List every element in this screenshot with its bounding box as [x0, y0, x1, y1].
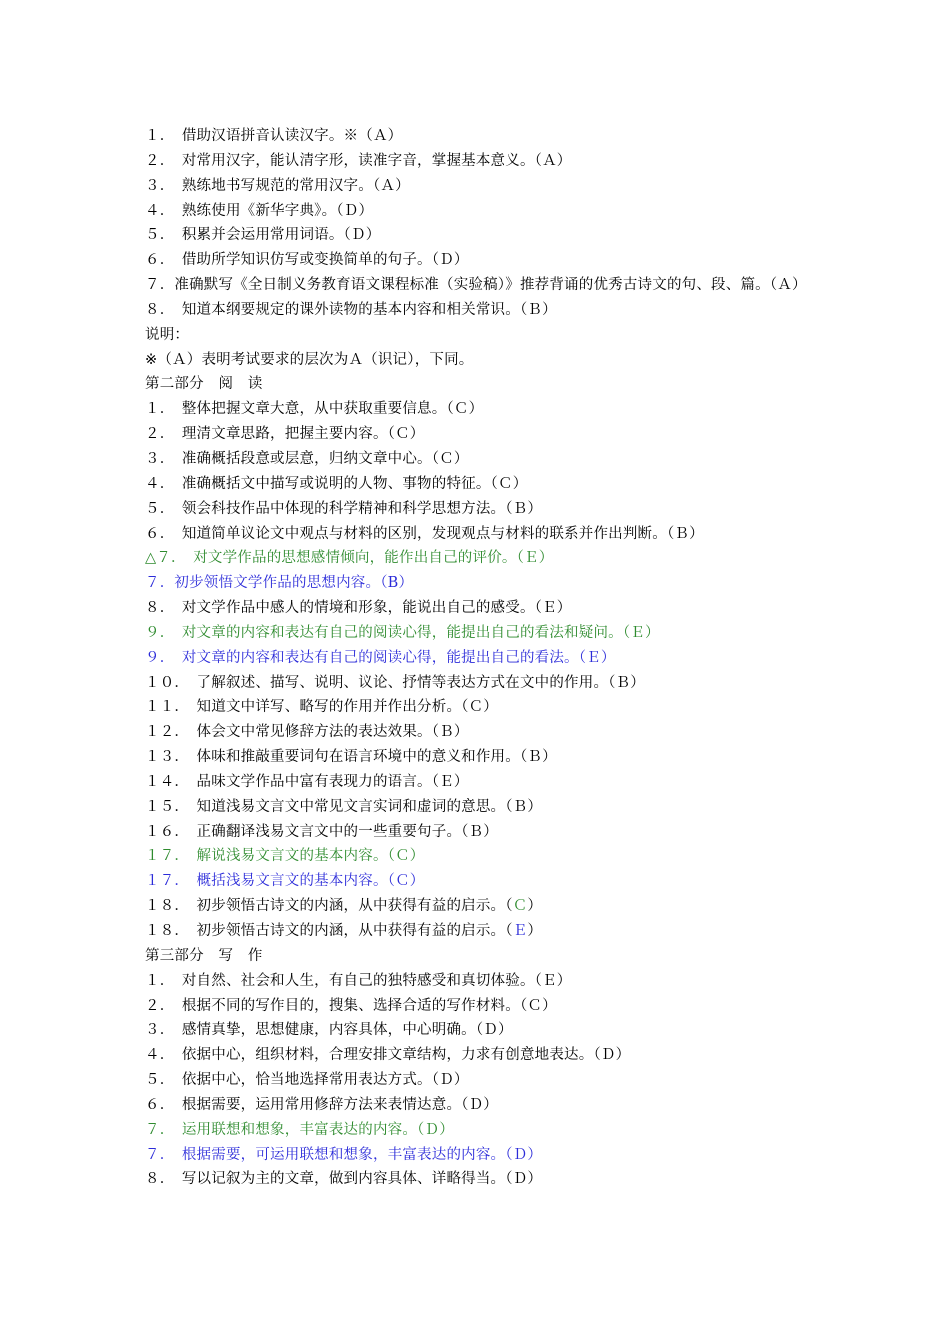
text-segment: １３． 体味和推敲重要词句在语言环境中的意义和作用。（Ｂ） — [145, 749, 557, 766]
text-segment: ３． 感情真挚，思想健康，内容具体，中心明确。（Ｄ） — [145, 1022, 513, 1039]
text-segment: １７． 概括浅易文言文的基本内容。（Ｃ） — [145, 873, 425, 890]
text-line — [145, 472, 825, 497]
text-line — [145, 174, 825, 199]
text-segment: ２． 理清文章思路，把握主要内容。（Ｃ） — [145, 426, 425, 443]
text-line — [145, 546, 825, 571]
text-segment: １２． 体会文中常见修辞方法的表达效果。（Ｂ） — [145, 724, 469, 741]
text-segment: ） — [527, 898, 543, 915]
text-segment: ５． 领会科技作品中体现的科学精神和科学思想方法。（Ｂ） — [145, 500, 543, 517]
text-segment: ２． 对常用汉字，能认清字形，读准字音，掌握基本意义。（Ａ） — [145, 152, 572, 169]
text-segment: １８． 初步领悟古诗文的内涵，从中获得有益的启示。（ — [145, 923, 513, 939]
text-line — [145, 124, 825, 149]
text-segment: ５． 依据中心，恰当地选择常用表达方式。（Ｄ） — [145, 1072, 469, 1089]
text-line — [145, 497, 825, 522]
text-line — [145, 1118, 825, 1143]
text-segment: ２． 根据不同的写作目的，搜集、选择合适的写作材料。（Ｃ） — [145, 997, 557, 1014]
text-segment: ８． 对文学作品中感人的情境和形象，能说出自己的感受。（Ｅ） — [145, 600, 572, 617]
text-line — [145, 795, 825, 820]
text-line — [145, 447, 825, 472]
text-line — [145, 298, 825, 323]
text-line — [145, 671, 825, 696]
text-line — [145, 894, 825, 919]
text-line — [145, 869, 825, 894]
text-segment: ８． 写以记叙为主的文章，做到内容具体、详略得当。（Ｄ） — [145, 1171, 543, 1188]
text-segment: 第二部分 阅 读 — [145, 376, 263, 393]
text-line — [145, 223, 825, 248]
text-line — [145, 919, 825, 944]
text-line — [145, 745, 825, 770]
text-line — [145, 969, 825, 994]
text-segment: １． 整体把握文章大意，从中获取重要信息。（Ｃ） — [145, 401, 484, 418]
text-segment: 说明： — [145, 326, 190, 343]
text-line — [145, 695, 825, 720]
text-segment: ９． 对文章的内容和表达有自己的阅读心得，能提出自己的看法。（Ｅ） — [145, 649, 616, 666]
text-segment: △７． 对文学作品的思想感情倾向，能作出自己的评价。（Ｅ） — [145, 550, 554, 567]
document-body — [145, 124, 825, 1192]
text-segment: ６． 根据需要，运用常用修辞方法来表情达意。（Ｄ） — [145, 1096, 498, 1113]
text-line — [145, 770, 825, 795]
text-line — [145, 372, 825, 397]
text-line — [145, 820, 825, 845]
text-line — [145, 273, 825, 298]
text-line — [145, 1093, 825, 1118]
text-segment: ５． 积累并会运用常用词语。（Ｄ） — [145, 227, 381, 244]
text-segment: ※（Ａ）表明考试要求的层次为Ａ（识记），下同。 — [145, 351, 474, 368]
text-segment: １４． 品味文学作品中富有表现力的语言。（Ｅ） — [145, 773, 469, 790]
text-segment: ９． 对文章的内容和表达有自己的阅读心得，能提出自己的看法和疑问。（Ｅ） — [145, 624, 660, 641]
text-line — [145, 422, 825, 447]
text-segment: Ｃ — [512, 898, 528, 915]
text-segment: １１． 知道文中详写、略写的作用并作出分析。（Ｃ） — [145, 699, 498, 716]
text-line — [145, 397, 825, 422]
text-segment: ３． 准确概括段意或层意，归纳文章中心。（Ｃ） — [145, 450, 469, 467]
text-segment: ６． 知道简单议论文中观点与材料的区别，发现观点与材料的联系并作出判断。（Ｂ） — [145, 525, 704, 542]
text-segment: ４． 依据中心，组织材料，合理安排文章结构，力求有创意地表达。（Ｄ） — [145, 1047, 631, 1064]
text-segment: ７． 根据需要，可运用联想和想象，丰富表达的内容。（Ｄ） — [145, 1146, 543, 1163]
text-segment: ７． 运用联想和想象，丰富表达的内容。（Ｄ） — [145, 1121, 454, 1138]
text-line — [145, 149, 825, 174]
text-line — [145, 248, 825, 273]
text-segment: １． 对自然、社会和人生，有自己的独特感受和真切体验。（Ｅ） — [145, 972, 572, 989]
text-line — [145, 1167, 825, 1192]
text-line — [145, 522, 825, 547]
text-line — [145, 994, 825, 1019]
text-line — [145, 844, 825, 869]
text-line — [145, 720, 825, 745]
text-line — [145, 323, 825, 348]
text-line — [145, 944, 825, 969]
text-segment: ７．准确默写《全日制义务教育语文课程标准（实验稿）》推荐背诵的优秀古诗文的句、段、篇。（Ａ） — [145, 277, 807, 294]
text-segment: ７．初步领悟文学作品的思想内容。（B） — [145, 575, 414, 592]
text-segment: １６． 正确翻译浅易文言文中的一些重要句子。（Ｂ） — [145, 823, 498, 840]
text-segment: ８． 知道本纲要规定的课外读物的基本内容和相关常识。（Ｂ） — [145, 301, 557, 318]
text-segment: 第三部分 写 作 — [145, 947, 263, 964]
text-line — [145, 1068, 825, 1093]
text-segment: ４． 熟练使用《新华字典》。（Ｄ） — [145, 202, 374, 219]
text-segment: １８． 初步领悟古诗文的内涵，从中获得有益的启示。（ — [145, 898, 513, 915]
text-line — [145, 596, 825, 621]
text-segment: １０． 了解叙述、描写、说明、议论、抒情等表达方式在文中的作用。（Ｂ） — [145, 674, 645, 691]
text-segment: ） — [527, 923, 543, 939]
text-segment: １５． 知道浅易文言文中常见文言实词和虚词的意思。（Ｂ） — [145, 798, 543, 815]
text-segment: Ｅ — [512, 923, 528, 939]
text-line — [145, 1018, 825, 1043]
text-segment: ４． 准确概括文中描写或说明的人物、事物的特征。（Ｃ） — [145, 475, 528, 492]
text-line — [145, 348, 825, 373]
text-segment: ３． 熟练地书写规范的常用汉字。（Ａ） — [145, 177, 410, 194]
text-segment: １７． 解说浅易文言文的基本内容。（Ｃ） — [145, 848, 425, 865]
text-segment: ６． 借助所学知识仿写或变换简单的句子。（Ｄ） — [145, 252, 469, 269]
text-line — [145, 571, 825, 596]
text-line — [145, 1043, 825, 1068]
text-segment: １． 借助汉语拼音认读汉字。※（Ａ） — [145, 128, 403, 144]
text-line — [145, 199, 825, 224]
text-line — [145, 1143, 825, 1168]
text-line — [145, 646, 825, 671]
text-line — [145, 621, 825, 646]
